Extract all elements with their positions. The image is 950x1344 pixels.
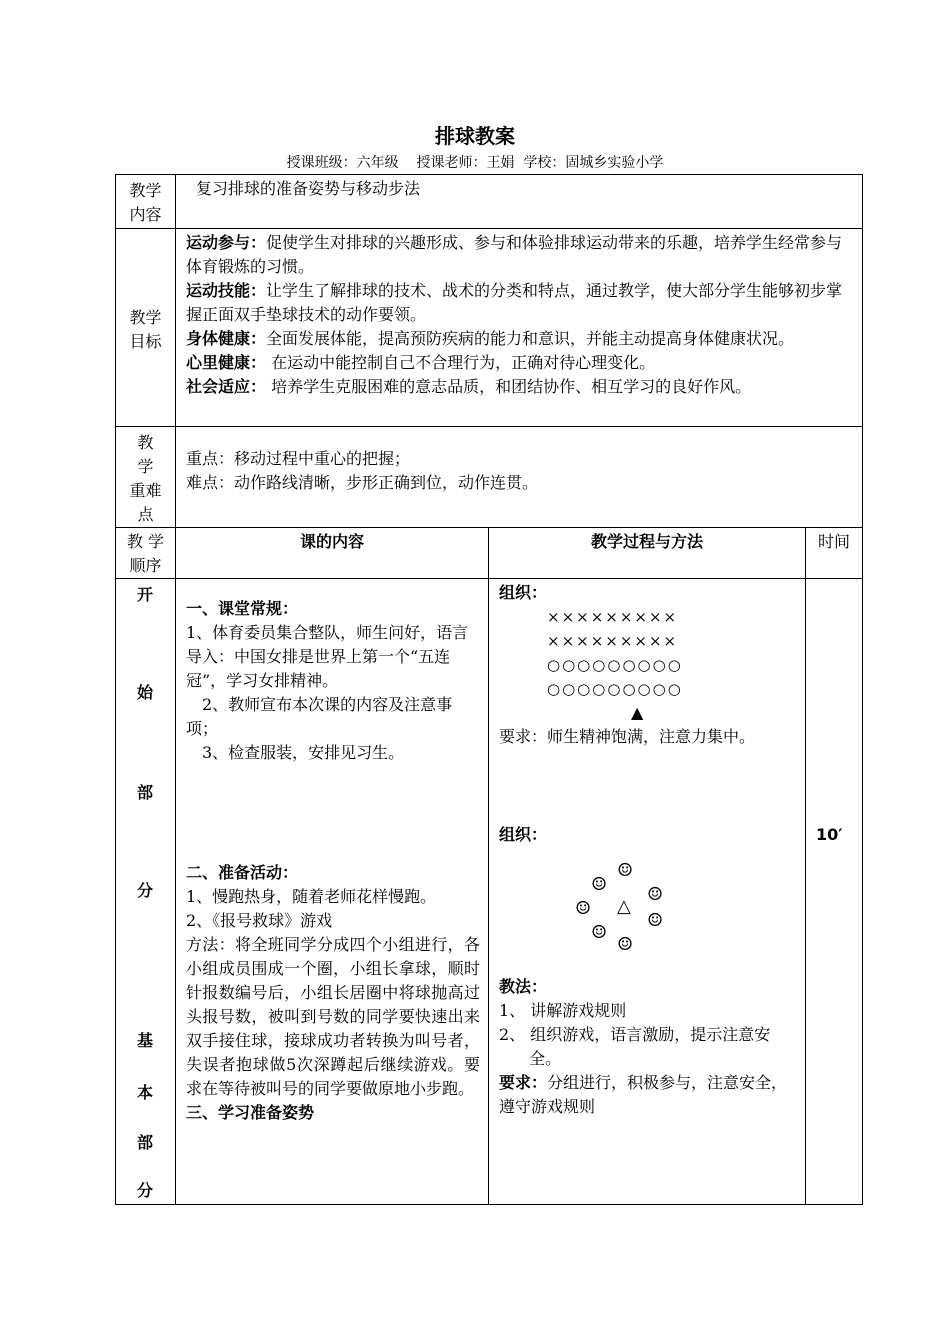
phase-char: 基 bbox=[136, 1031, 153, 1050]
label-line: 教学 bbox=[129, 181, 162, 200]
goal-head: 运动参与： bbox=[186, 233, 267, 252]
lesson-item: 2、《报号救球》游戏 bbox=[186, 911, 333, 930]
keypoints-label bbox=[116, 427, 176, 528]
section-title: 二、准备活动： bbox=[186, 863, 299, 882]
page-title: 排球教案 bbox=[435, 124, 515, 148]
goal-head: 社会适应： bbox=[186, 377, 267, 396]
phase-char: 分 bbox=[136, 1181, 153, 1200]
item-number: 2、 bbox=[499, 1025, 526, 1044]
organization-label: 组织： bbox=[499, 825, 548, 844]
goals-row bbox=[116, 229, 863, 427]
teaching-item bbox=[499, 1023, 797, 1071]
lesson-item: 3、检查服装，安排见习生。 bbox=[202, 743, 405, 762]
section-header-row bbox=[116, 528, 863, 579]
student-smiley-icon: ☺ bbox=[591, 874, 608, 895]
phase-char: 本 bbox=[136, 1083, 153, 1102]
formation-row: ○○○○○○○○○ bbox=[547, 656, 683, 674]
content-text bbox=[176, 175, 863, 229]
teacher-position-icon: ▲ bbox=[631, 703, 644, 722]
item-text: 讲解游戏规则 bbox=[525, 1001, 627, 1020]
goal-head: 心里健康： bbox=[186, 353, 267, 372]
goal-head: 身体健康： bbox=[186, 329, 267, 348]
content-label bbox=[116, 175, 176, 229]
section-title: 三、学习准备姿势 bbox=[186, 1103, 315, 1122]
content-value: 复习排球的准备姿势与移动步法 bbox=[196, 179, 421, 198]
item-number: 1、 bbox=[499, 1001, 526, 1020]
label-line: 教学 bbox=[129, 307, 162, 327]
formation-row: ××××××××× bbox=[547, 632, 679, 650]
phase-char: 始 bbox=[136, 683, 153, 702]
subtitle: 授课班级：六年级 授课老师：王娟 学校：固城乡实验小学 bbox=[286, 155, 664, 171]
goal-item bbox=[186, 279, 854, 327]
teaching-item bbox=[499, 999, 797, 1023]
formation-row: ××××××××× bbox=[547, 608, 679, 626]
lesson-plan-table bbox=[115, 174, 863, 1205]
goal-item bbox=[186, 375, 854, 399]
requirement-text bbox=[499, 1071, 797, 1119]
label-line: 点 bbox=[137, 505, 154, 524]
lesson-item: 方法：将全班同学分成四个小组进行，各小组成员围成一个圈，小组长拿球，顺时针报数编号后，小组长居圈中将球抛高过头报号数，被叫到号数的同学要快速出来双手接住球，接球成功者转换为叫号者，失误者抱球做5次深蹲起后继续游戏。要求在等待被叫号的同学要做原地小步跑。 bbox=[186, 935, 480, 1098]
student-smiley-icon: ☺ bbox=[591, 922, 608, 943]
item-text: 组织游戏，语言激励，提示注意安全。 bbox=[525, 1025, 771, 1068]
method-content bbox=[489, 579, 806, 1205]
content-header: 课的内容 bbox=[176, 528, 489, 579]
phase-column bbox=[116, 579, 176, 1205]
student-smiley-icon: ☺ bbox=[617, 860, 634, 881]
label-line: 内容 bbox=[129, 205, 162, 224]
label-line: 目标 bbox=[129, 331, 162, 351]
phase-char: 分 bbox=[136, 881, 153, 900]
label-line: 教 学 bbox=[126, 532, 165, 551]
requirement-value: 分组进行，积极参与，注意安全，遵守游戏规则 bbox=[499, 1073, 788, 1116]
goal-text: 在运动中能控制自己不合理行为，正确对待心理变化。 bbox=[266, 353, 656, 372]
organization-label: 组织： bbox=[499, 583, 548, 602]
label-line: 学 bbox=[137, 457, 154, 476]
goal-item bbox=[186, 327, 854, 351]
phase-char: 部 bbox=[136, 1133, 153, 1152]
order-header bbox=[116, 528, 176, 579]
teaching-method-label: 教法： bbox=[499, 977, 548, 996]
keypoints-row bbox=[116, 427, 863, 528]
phase-char: 部 bbox=[136, 783, 153, 802]
student-smiley-icon: ☺ bbox=[647, 910, 664, 931]
phase-labels bbox=[116, 579, 175, 1199]
goal-text: 培养学生克服困难的意志品质，和团结协作、相互学习的良好作风。 bbox=[266, 377, 752, 396]
section-title: 一、课堂常规： bbox=[186, 599, 299, 618]
lesson-body-row bbox=[116, 579, 863, 1205]
method-header: 教学过程与方法 bbox=[489, 528, 806, 579]
lesson-item: 1、体育委员集合整队，师生问好，语言导入：中国女排是世界上第一个“五连冠”，学习女排精神。 bbox=[186, 623, 469, 690]
time-value: 10′ bbox=[806, 579, 863, 1205]
requirement-label: 要求： bbox=[499, 1073, 548, 1092]
student-smiley-icon: ☺ bbox=[575, 898, 592, 919]
lesson-item: 2、教师宣布本次课的内容及注意事项； bbox=[186, 695, 453, 738]
label-line: 教 bbox=[137, 433, 154, 452]
requirement-text: 要求：师生精神饱满，注意力集中。 bbox=[499, 727, 756, 746]
goal-text: 促使学生对排球的兴趣形成、参与和体验排球运动带来的乐趣，培养学生经常参与体育锻炼的习惯。 bbox=[186, 233, 843, 276]
circle-formation bbox=[499, 859, 797, 963]
goal-text: 全面发展体能，提高预防疾病的能力和意识，并能主动提高身体健康状况。 bbox=[266, 329, 795, 348]
student-smiley-icon: ☺ bbox=[647, 884, 664, 905]
lesson-item: 1、慢跑热身，随着老师花样慢跑。 bbox=[186, 887, 437, 906]
lesson-content bbox=[176, 579, 489, 1205]
label-line: 顺序 bbox=[129, 556, 162, 575]
goal-item bbox=[186, 351, 854, 375]
phase-char: 开 bbox=[136, 585, 153, 604]
time-header: 时间 bbox=[806, 528, 863, 579]
goals-label bbox=[116, 229, 176, 427]
content-row bbox=[116, 175, 863, 229]
formation-row: ○○○○○○○○○ bbox=[547, 680, 683, 698]
goal-item bbox=[186, 231, 854, 279]
difficult-point: 难点：动作路线清晰，步形正确到位，动作连贯。 bbox=[186, 473, 539, 492]
student-smiley-icon: ☺ bbox=[617, 934, 634, 955]
goal-text: 让学生了解排球的技术、战术的分类和特点，通过教学，使大部分学生能够初步掌握正面双手垫球技术的动作要领。 bbox=[186, 281, 843, 324]
goal-head: 运动技能： bbox=[186, 281, 267, 300]
center-triangle-icon: △ bbox=[617, 896, 631, 917]
goals-list bbox=[176, 229, 863, 427]
key-point: 重点：移动过程中重心的把握； bbox=[186, 449, 411, 468]
label-line: 重难 bbox=[129, 481, 162, 500]
keypoints-text bbox=[176, 427, 863, 528]
